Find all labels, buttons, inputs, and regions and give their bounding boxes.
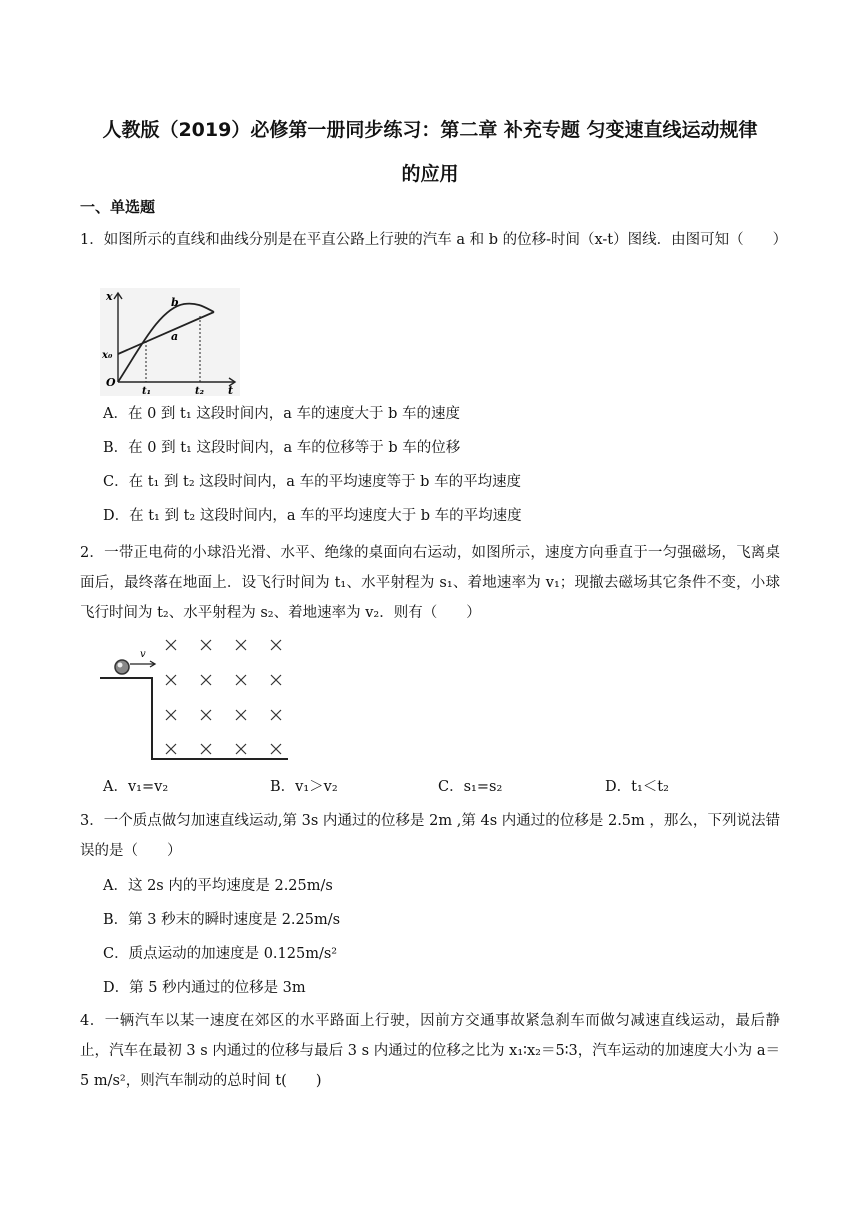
label-t2: t₂ [195, 386, 204, 396]
document-title [60, 108, 800, 196]
charged-ball [115, 660, 129, 674]
question-1-option-c: C．在 t₁ 到 t₂ 这段时间内，a 车的平均速度等于 b 车的平均速度 [103, 474, 522, 490]
label-v: v [140, 649, 146, 660]
question-1-option-b: B．在 0 到 t₁ 这段时间内，a 车的位移等于 b 车的位移 [103, 440, 461, 456]
question-3-option-b: B．第 3 秒末的瞬时速度是 2.25m/s [103, 912, 341, 928]
question-1-graph [100, 288, 240, 396]
table-edge [100, 678, 288, 759]
label-x0: x₀ [102, 350, 113, 361]
question-1-option-a: A．在 0 到 t₁ 这段时间内，a 车的速度大于 b 车的速度 [103, 406, 461, 422]
title-line-1: 人教版（2019）必修第一册同步练习：第二章 补充专题 匀变速直线运动规律 [102, 119, 758, 141]
question-2-option-d: D．t₁＜t₂ [605, 779, 669, 795]
title-line-2: 的应用 [401, 163, 459, 185]
question-3-text: 3．一个质点做匀加速直线运动,第 3s 内通过的位移是 2m ,第 4s 内通过的位移是 2.5m ，那么，下列说法错误的是（ ） [80, 813, 780, 859]
question-3-option-c: C．质点运动的加速度是 0.125m/s² [103, 946, 338, 962]
label-b: b [171, 296, 179, 309]
question-4-text: 4．一辆汽车以某一速度在郊区的水平路面上行驶，因前方交通事故紧急刹车而做匀减速直线运动，最后静止，汽车在最初 3 s 内通过的位移与最后 3 s 内通过的位移之比为 x₁∶x₂＝5∶3，汽车运动的加速度大小为 a＝5 m/s²，则汽车制动的总时间 t( ) [80, 1013, 780, 1089]
label-origin: O [106, 376, 116, 389]
label-t1: t₁ [142, 386, 151, 396]
label-x: x [106, 290, 113, 303]
question-1-text: 1．如图所示的直线和曲线分别是在平直公路上行驶的汽车 a 和 b 的位移-时间（x-t）图线．由图可知（ ） [80, 232, 788, 248]
question-3-option-a: A．这 2s 内的平均速度是 2.25m/s [103, 878, 333, 894]
question-2-figure [100, 633, 290, 765]
question-2-option-a: A．v₁=v₂ [103, 779, 169, 795]
question-2-option-c: C．s₁=s₂ [438, 779, 503, 795]
question-1-option-d: D．在 t₁ 到 t₂ 这段时间内，a 车的平均速度大于 b 车的平均速度 [103, 508, 522, 524]
question-2-text: 2．一带正电荷的小球沿光滑、水平、绝缘的桌面向右运动，如图所示，速度方向垂直于一匀强磁场，飞离桌面后，最终落在地面上．设飞行时间为 t₁、水平射程为 s₁、着地速率为 v₁；现撤去磁场其它条件不变，小球飞行时间为 t₂、水平射程为 s₂、着地速率为 v₂．则有（ ） [80, 545, 780, 621]
magnetic-field-crosses [166, 640, 281, 754]
label-a: a [171, 330, 179, 343]
label-t: t [228, 384, 234, 396]
question-3-option-d: D．第 5 秒内通过的位移是 3m [103, 980, 306, 996]
question-2-option-b: B．v₁＞v₂ [270, 779, 338, 795]
section-heading: 一、单选题 [80, 198, 156, 216]
